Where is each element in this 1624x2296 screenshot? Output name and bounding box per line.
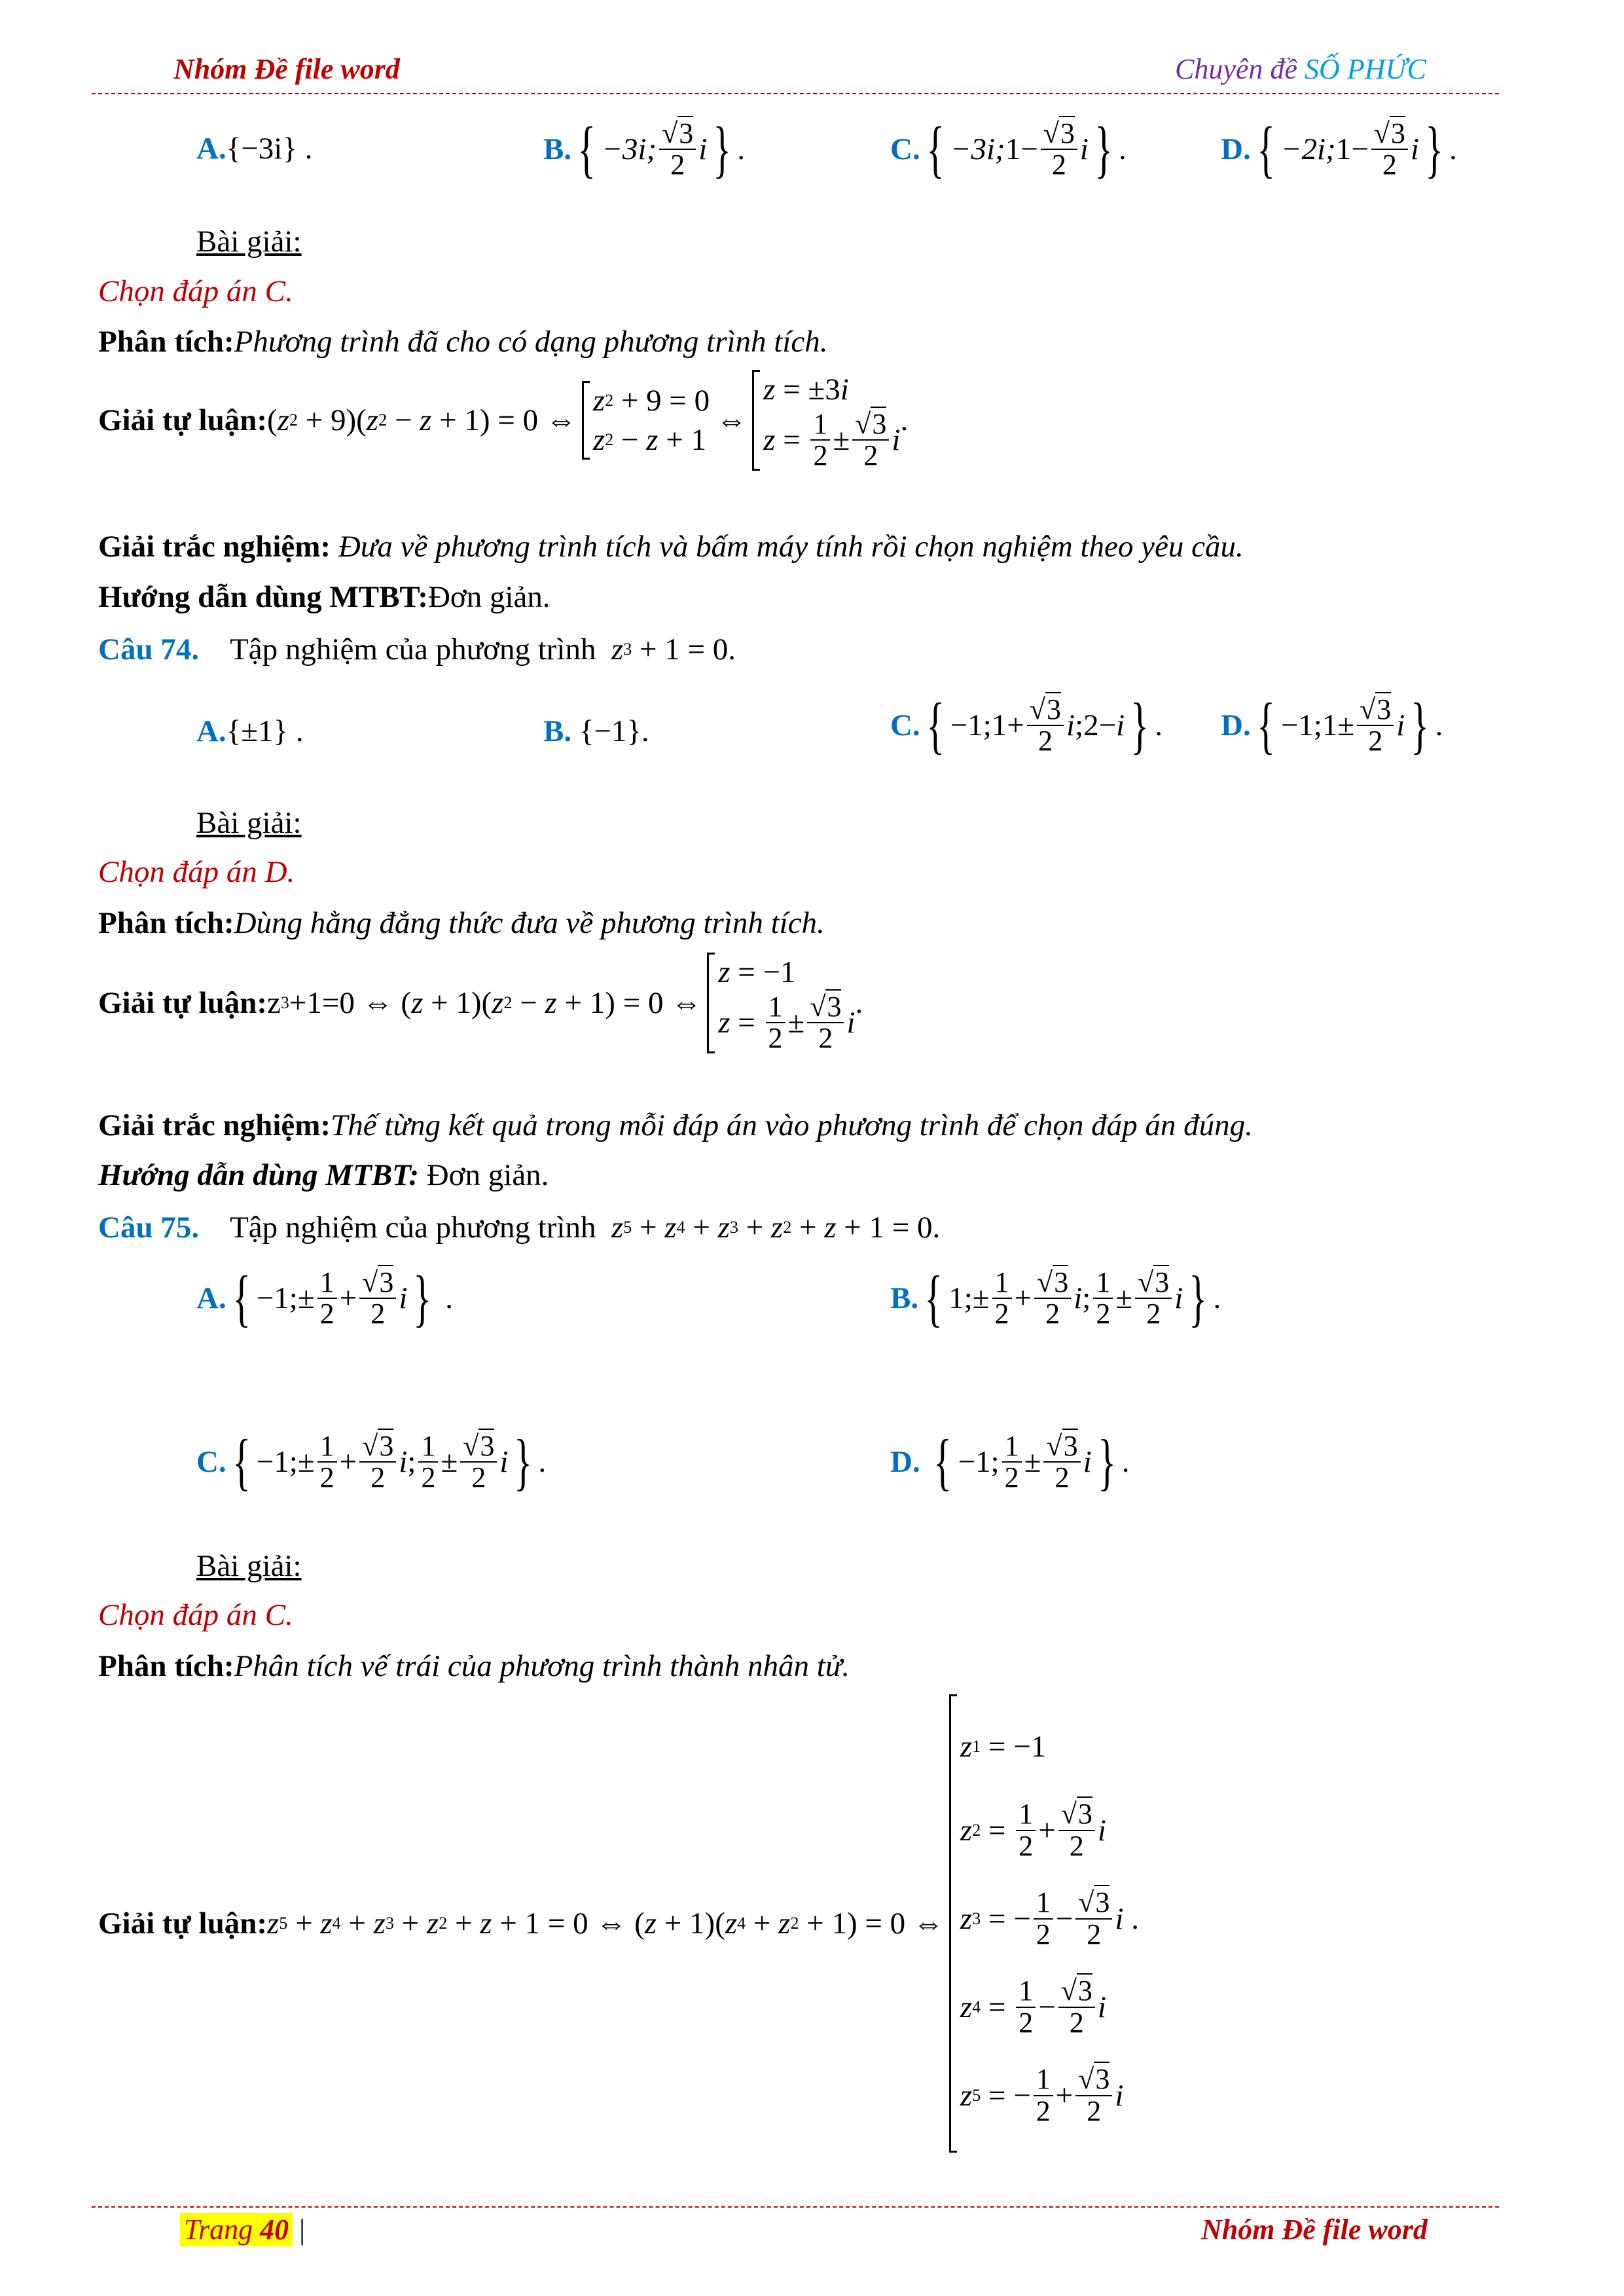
- q74-option-d: [1221, 690, 1443, 760]
- q74-calc-label: Hướng dẫn dùng MTBT:: [98, 1158, 419, 1192]
- header-right: [1175, 52, 1426, 86]
- q73-option-c: [890, 114, 1127, 184]
- q75-essay-label: Giải tự luận:: [98, 1906, 268, 1941]
- footer-page-num: 40: [260, 2214, 289, 2246]
- q75-option-d: [890, 1427, 1130, 1497]
- header-left: Nhóm Đề file word: [173, 53, 400, 85]
- q74-option-c: [890, 690, 1163, 760]
- q75-stem: [98, 1210, 940, 1245]
- q74-a-label: A.: [196, 714, 226, 748]
- q75-solution-heading: Bài giải:: [196, 1549, 302, 1583]
- q73-analysis: [98, 324, 828, 359]
- q75-stem-text: Tập nghiệm của phương trình: [230, 1211, 596, 1245]
- q75-equation: z 5 + z 4 + z 3 + z 2 + z + 1 = 0.: [611, 1211, 941, 1245]
- q73-analysis-text: Phương trình đã cho có dạng phương trình tích.: [234, 325, 828, 359]
- q75-option-a: [196, 1263, 453, 1333]
- q74-c-label: C.: [890, 708, 920, 742]
- q73-choice: Chọn đáp án C.: [98, 274, 293, 308]
- q75-d-label: D.: [890, 1445, 920, 1479]
- q74-label: Câu 74.: [98, 632, 200, 666]
- q74-analysis: [98, 905, 825, 941]
- q75-analysis: [98, 1649, 850, 1684]
- q73-a-value: {−3i} .: [226, 132, 313, 166]
- q73-essay: [98, 370, 908, 471]
- q75-essay-math: z 5 + z 4 + z 3 + z 2 + z + 1 = 0 ⇔ ( z + 1)( z 4 + z 2 + 1) = 0 ⇔ z 1 = −1 z 2 = $\frac{1}{2}$ + $\frac{√3}{2}$ i z 3 = − $\frac{1}{2}$ − $\frac{√3}{2}$ i . z 4 = $\frac{1}{2}$ − $\frac{√3}{2}$ i z 5 = − $\frac{1}{2}$ + $\frac{√3}{2}$ i: [267, 1694, 1139, 2153]
- q74-c-math: { −1;1+ $\frac{√3}{2}$ i ;2− i } .: [926, 690, 1163, 760]
- q74-calc-text: Đơn giản.: [418, 1158, 549, 1192]
- header-right-highlight: SỐ PHỨC: [1304, 53, 1426, 85]
- q73-solution-heading: Bài giải:: [196, 225, 302, 259]
- q73-analysis-label: Phân tích:: [98, 325, 234, 359]
- q73-option-a: [196, 131, 312, 166]
- q73-calc-text: Đơn giản.: [427, 580, 550, 614]
- q73-b-math: { −3i; $\frac{√3}{2}$ i } .: [577, 114, 746, 184]
- q74-d-math: { −1;1± $\frac{√3}{2}$ i } .: [1256, 690, 1443, 760]
- q73-mc-text: Đưa về phương trình tích và bấm máy tính rồi chọn nghiệm theo yêu cầu.: [331, 530, 1244, 564]
- footer-page: [180, 2213, 305, 2246]
- q73-a-label: A.: [196, 132, 226, 166]
- q73-calc-label: Hướng dẫn dùng MTBT:: [98, 580, 428, 614]
- header-right-prefix: Chuyên đề: [1175, 53, 1297, 85]
- q73-d-math: { −2i; 1− $\frac{√3}{2}$ i } .: [1256, 114, 1457, 184]
- q74-choice: Chọn đáp án D.: [98, 855, 295, 889]
- q75-a-label: A.: [196, 1281, 226, 1315]
- q74-option-b: [543, 714, 649, 749]
- q74-essay-math: z 3 +1=0 ⇔ ( z + 1)( z 2 − z + 1) = 0 ⇔ z = −1 z = $\frac{1}{2}$ ± $\frac{√3}{2}$ i .: [267, 953, 863, 1053]
- footer-page-word: Trang: [184, 2214, 253, 2246]
- q74-option-a: [196, 714, 304, 749]
- footer-rule: [92, 2206, 1499, 2208]
- footer-separator: |: [299, 2214, 305, 2246]
- q75-b-label: B.: [890, 1281, 919, 1315]
- q74-essay: [98, 953, 863, 1053]
- q74-essay-label: Giải tự luận:: [98, 986, 268, 1021]
- footer-page-box: [180, 2213, 293, 2246]
- q74-stem: [98, 632, 736, 667]
- q75-analysis-label: Phân tích:: [98, 1649, 234, 1683]
- q75-d-math: { −1; $\frac{1}{2}$ ± $\frac{√3}{2}$ i } .: [933, 1427, 1130, 1497]
- q75-essay: [98, 1701, 1139, 2146]
- q74-a-value: {±1} .: [226, 714, 304, 748]
- q73-option-d: [1221, 114, 1457, 184]
- q74-mc-text: Thế từng kết quả trong mỗi đáp án vào phương trình để chọn đáp án đúng.: [331, 1108, 1253, 1142]
- q73-c-label: C.: [890, 132, 920, 166]
- q75-c-label: C.: [196, 1445, 226, 1479]
- footer-right: Nhóm Đề file word: [1201, 2214, 1428, 2246]
- q74-solution-heading: Bài giải:: [196, 806, 302, 840]
- q74-equation: z 3 + 1 = 0.: [611, 632, 736, 666]
- q75-label: Câu 75.: [98, 1211, 200, 1245]
- q74-b-value: {−1}.: [579, 714, 649, 748]
- q75-option-c: [196, 1427, 547, 1497]
- q74-analysis-text: Dùng hằng đẳng thức đưa về phương trình tích.: [234, 906, 825, 940]
- q73-option-b: [543, 114, 746, 184]
- q75-b-math: { 1;± $\frac{1}{2}$ + $\frac{√3}{2}$ i ; $\frac{1}{2}$ ± $\frac{√3}{2}$ i } .: [924, 1263, 1221, 1333]
- q74-d-label: D.: [1221, 708, 1251, 742]
- header-rule: [92, 93, 1499, 94]
- q75-choice: Chọn đáp án C.: [98, 1598, 293, 1632]
- q75-analysis-text: Phân tích vế trái của phương trình thành nhân tử.: [234, 1649, 850, 1683]
- q73-mc-label: Giải trắc nghiệm:: [98, 530, 331, 564]
- q74-b-label: B.: [543, 714, 572, 748]
- q74-mc: [98, 1108, 1253, 1143]
- q73-b-label: B.: [543, 132, 572, 166]
- q74-mc-label: Giải trắc nghiệm:: [98, 1108, 331, 1142]
- q74-calc: [98, 1157, 549, 1193]
- q73-calc: [98, 579, 550, 615]
- q75-c-math: { −1;± $\frac{1}{2}$ + $\frac{√3}{2}$ i ; $\frac{1}{2}$ ± $\frac{√3}{2}$ i } .: [232, 1427, 547, 1497]
- q73-essay-label: Giải tự luận:: [98, 403, 268, 438]
- q73-d-label: D.: [1221, 132, 1251, 166]
- q73-mc: [98, 529, 1244, 564]
- q75-option-b: [890, 1263, 1221, 1333]
- q73-essay-math: ( z 2 + 9)( z 2 − z + 1) = 0 ⇔ z 2 + 9 = 0 z 2 − z + 1 ⇔ z = ±3 i z = $\frac{1}{2}$ ± $\frac{√3}{2}$ i .: [267, 370, 908, 471]
- q73-c-math: { −3i; 1− $\frac{√3}{2}$ i } .: [926, 114, 1127, 184]
- q74-stem-text: Tập nghiệm của phương trình: [230, 632, 596, 666]
- q75-a-math: { −1;± $\frac{1}{2}$ + $\frac{√3}{2}$ i } .: [232, 1263, 453, 1333]
- q74-analysis-label: Phân tích:: [98, 906, 234, 940]
